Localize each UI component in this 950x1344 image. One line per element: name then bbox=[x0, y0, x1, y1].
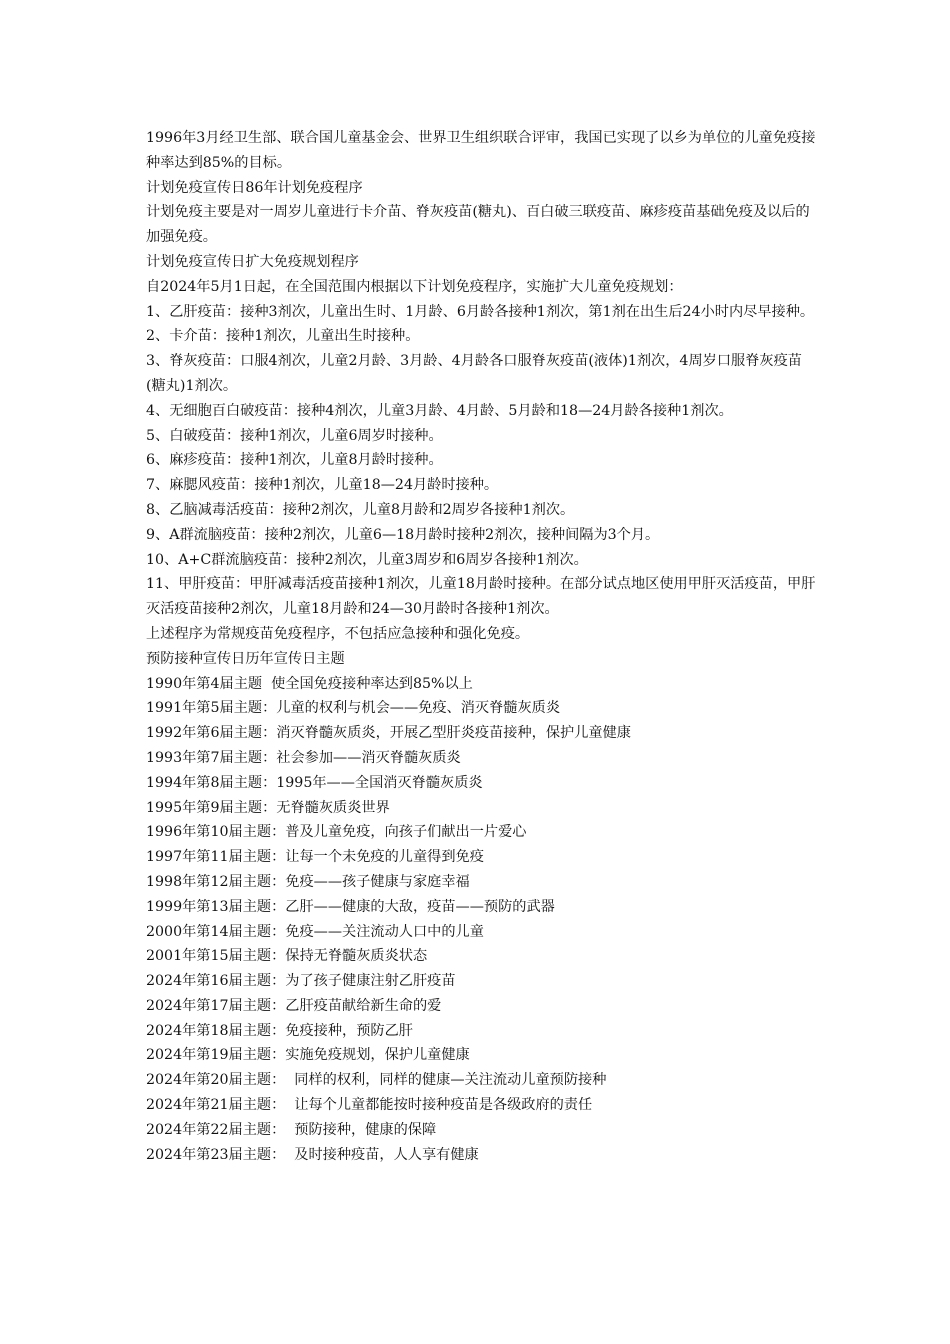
theme-line: 2024年第21届主题： 让每个儿童都能按时接种疫苗是各级政府的责任 bbox=[146, 1097, 593, 1114]
heading-expanded-program: 计划免疫宣传日扩大免疫规划程序 bbox=[146, 253, 359, 270]
vaccine-item-6: 6、麻疹疫苗：接种1剂次，儿童8月龄时接种。 bbox=[146, 452, 443, 469]
theme-line: 1995年第9届主题：无脊髓灰质炎世界 bbox=[146, 799, 390, 816]
theme-line: 1992年第6届主题：消灭脊髓灰质炎，开展乙型肝炎疫苗接种，保护儿童健康 bbox=[146, 725, 631, 742]
paragraph-program-note: 上述程序为常规疫苗免疫程序，不包括应急接种和强化免疫。 bbox=[146, 625, 530, 642]
paragraph-expanded-intro: 自2024年5月1日起，在全国范围内根据以下计划免疫程序，实施扩大儿童免疫规划： bbox=[146, 278, 683, 295]
theme-line: 2024年第20届主题： 同样的权利，同样的健康—关注流动儿童预防接种 bbox=[146, 1072, 607, 1089]
vaccine-item-7: 7、麻腮风疫苗：接种1剂次，儿童18—24月龄时接种。 bbox=[146, 477, 499, 494]
theme-line: 2024年第16届主题：为了孩子健康注射乙肝疫苗 bbox=[146, 973, 456, 990]
vaccine-item-11: 11、甲肝疫苗：甲肝减毒活疫苗接种1剂次，儿童18月龄时接种。在部分试点地区使用甲肝灭活疫苗，甲肝灭活疫苗接种2剂次，儿童18月龄和24—30月龄时各接种1剂次。 bbox=[146, 576, 816, 618]
theme-line: 2024年第22届主题： 预防接种，健康的保障 bbox=[146, 1121, 437, 1138]
theme-line: 1997年第11届主题：让每一个未免疫的儿童得到免疫 bbox=[146, 849, 484, 866]
theme-line: 2000年第14届主题：免疫——关注流动人口中的儿童 bbox=[146, 923, 484, 940]
theme-line: 2024年第18届主题：免疫接种，预防乙肝 bbox=[146, 1022, 413, 1039]
paragraph-intro: 1996年3月经卫生部、联合国儿童基金会、世界卫生组织联合评审，我国已实现了以乡为单位的儿童免疫接种率达到85%的目标。 bbox=[146, 130, 816, 171]
theme-line: 2024年第23届主题： 及时接种疫苗，人人享有健康 bbox=[146, 1146, 479, 1163]
heading-86-program: 计划免疫宣传日86年计划免疫程序 bbox=[146, 179, 363, 196]
vaccine-item-5: 5、白破疫苗：接种1剂次，儿童6周岁时接种。 bbox=[146, 427, 443, 444]
paragraph-86-program: 计划免疫主要是对一周岁儿童进行卡介苗、脊灰疫苗(糖丸)、百白破三联疫苗、麻疹疫苗基础免疫及以后的加强免疫。 bbox=[146, 204, 810, 246]
theme-line: 1996年第10届主题：普及儿童免疫，向孩子们献出一片爱心 bbox=[146, 824, 527, 841]
document-body bbox=[146, 126, 818, 1167]
theme-line: 1991年第5届主题：儿童的权利与机会——免疫、消灭脊髓灰质炎 bbox=[146, 700, 561, 717]
theme-line: 1993年第7届主题：社会参加——消灭脊髓灰质炎 bbox=[146, 749, 461, 766]
vaccine-item-4: 4、无细胞百白破疫苗：接种4剂次，儿童3月龄、4月龄、5月龄和18—24月龄各接种1剂次。 bbox=[146, 402, 733, 419]
vaccine-item-9: 9、A群流脑疫苗：接种2剂次，儿童6—18月龄时接种2剂次，接种间隔为3个月。 bbox=[146, 526, 660, 543]
theme-line: 1999年第13届主题：乙肝——健康的大敌，疫苗——预防的武器 bbox=[146, 898, 555, 915]
vaccine-item-2: 2、卡介苗：接种1剂次，儿童出生时接种。 bbox=[146, 328, 420, 345]
vaccine-item-8: 8、乙脑减毒活疫苗：接种2剂次，儿童8月龄和2周岁各接种1剂次。 bbox=[146, 501, 575, 518]
theme-line: 1994年第8届主题：1995年——全国消灭脊髓灰质炎 bbox=[146, 774, 483, 791]
vaccine-item-1: 1、乙肝疫苗：接种3剂次，儿童出生时、1月龄、6月龄各接种1剂次，第1剂在出生后24小时内尽早接种。 bbox=[146, 303, 815, 320]
vaccine-item-10: 10、A+C群流脑疫苗：接种2剂次，儿童3周岁和6周岁各接种1剂次。 bbox=[146, 551, 588, 568]
vaccine-item-3: 3、脊灰疫苗：口服4剂次，儿童2月龄、3月龄、4月龄各口服脊灰疫苗(液体)1剂次，4周岁口服脊灰疫苗(糖丸)1剂次。 bbox=[146, 353, 802, 394]
heading-annual-themes: 预防接种宣传日历年宣传日主题 bbox=[146, 650, 345, 667]
theme-line: 1990年第4届主题 使全国免疫接种率达到85%以上 bbox=[146, 675, 473, 692]
theme-line: 2024年第17届主题：乙肝疫苗献给新生命的爱 bbox=[146, 997, 442, 1014]
theme-line: 1998年第12届主题：免疫——孩子健康与家庭幸福 bbox=[146, 873, 470, 890]
theme-line: 2001年第15届主题：保持无脊髓灰质炎状态 bbox=[146, 948, 428, 965]
theme-line: 2024年第19届主题：实施免疫规划，保护儿童健康 bbox=[146, 1047, 470, 1064]
